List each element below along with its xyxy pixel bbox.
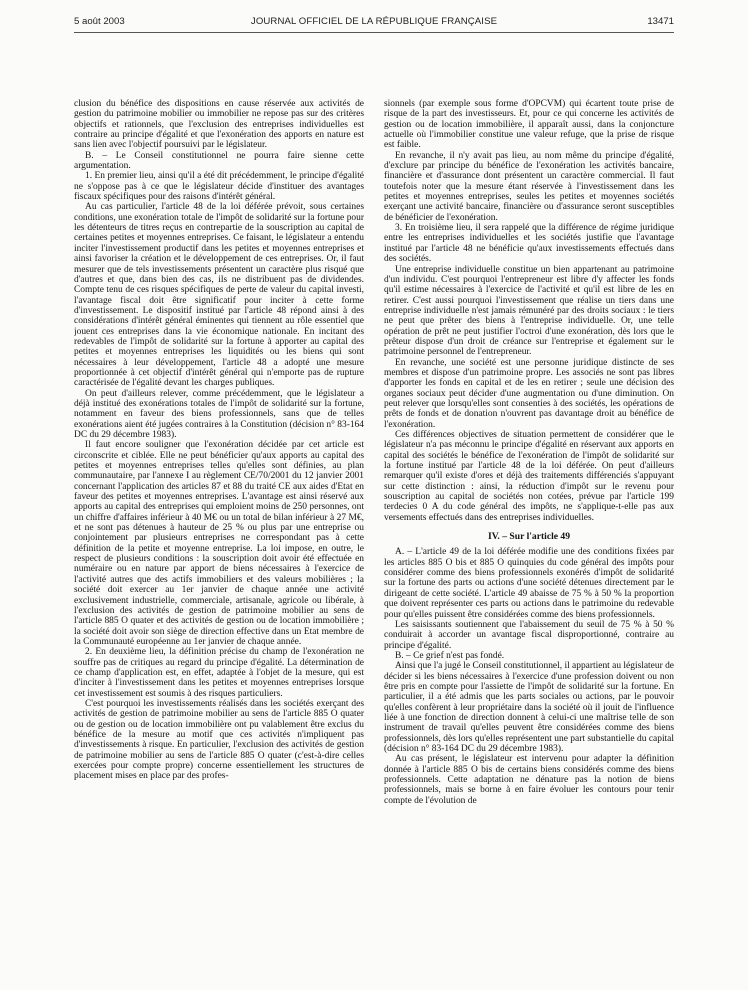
page-header (74, 13, 674, 29)
paragraph: Une entreprise individuelle constitue un bien appartenant au patrimoine d'un individu. C'est pourquoi l'entrepreneur est libre d'y affecter les fonds qu'il estime nécessaires à l'exercice de l'activité et qu'il est libre de les en retirer. C'est aussi pourquoi l'investissement que réalise un tiers dans une entreprise individuelle n'est jamais rémunéré par des droits sociaux : le tiers ne peut que prêter des biens à l'entreprise individuelle. Or, une telle opération de prêt ne peut justifier l'octroi d'une exonération, dès lors que le prêteur dispose d'un droit de créance sur l'entreprise et également sur le patrimoine personnel de l'entrepreneur. (384, 264, 674, 358)
paragraph: On peut d'ailleurs relever, comme précédemment, que le législateur a déjà institué des exonérations totales de l'impôt de solidarité sur la fortune, notamment en faveur des biens professionnels, sans que de telles exonérations aient été jugées contraires à la Constitution (décision n° 83-164 DC du 29 décembre 1983). (74, 388, 364, 440)
paragraph: C'est pourquoi les investissements réalisés dans les sociétés exerçant des activités de gestion de patrimoine mobilier au sens de l'article 885 O quater ou de gestion ou de location immobilière ont pu valablement être exclus du bénéfice de la mesure au motif que ces activités n'impliquent pas d'investissements à risque. En particulier, l'exclusion des activités de gestion de patrimoine mobilier au sens de l'article 885 O quater (c'est-à-dire celles exercées pour compte propre) concerne essentiellement les structures de placement mises en place par des profes- (74, 698, 364, 782)
header-title: JOURNAL OFFICIEL DE LA RÉPUBLIQUE FRANÇAISE (250, 16, 498, 27)
paragraph: Au cas particulier, l'article 48 de la loi déférée prévoit, sous certaines conditions, une exonération totale de l'impôt de solidarité sur la fortune pour les détenteurs de titres reçus en contrepartie de la souscription au capital de certaines petites et moyennes entreprises. Ce faisant, le législateur a entendu inciter l'investissement productif dans les petites et moyennes entreprises et ainsi favoriser la création et le développement de ces entreprises. Or, il faut mesurer que de tels investissements présentent un caractère plus risqué que d'autres et que, dans bien des cas, ils ne distribuent pas de dividendes. Compte tenu de ces risques spécifiques de perte de valeur du capital investi, l'avantage fiscal doit être significatif pour inciter à cette forme d'investissement. Le dispositif institué par l'article 48 répond ainsi à des considérations d'intérêt général éminentes qui tiennent au rôle essentiel que jouent ces entreprises dans la vie économique nationale. En incitant des redevables de l'impôt de solidarité sur la fortune à apporter au capital des petites et moyennes entreprises les liquidités ou les biens qui sont nécessaires à leur développement, l'article 48 a adopté une mesure proportionnée à cet objectif d'intérêt général qui n'emporte pas de rupture caractérisée de l'égalité devant les charges publiques. (74, 202, 364, 389)
paragraph: 3. En troisième lieu, il sera rappelé que la différence de régime juridique entre les entreprises individuelles et les sociétés justifie que l'avantage institué par l'article 48 ne bénéficie qu'aux investissements effectués dans des sociétés. (384, 223, 674, 265)
header-date: 5 août 2003 (74, 16, 125, 27)
right-column (384, 99, 674, 984)
paragraph: 1. En premier lieu, ainsi qu'il a été dit précédemment, le principe d'égalité ne s'oppose pas à ce que le législateur décide d'instituer des avantages fiscaux spécifiques pour des raisons d'intérêt général. (74, 171, 364, 203)
paragraph: B. – Le Conseil constitutionnel ne pourra faire sienne cette argumentation. (74, 150, 364, 172)
left-column (74, 99, 364, 984)
paragraph: Ainsi que l'a jugé le Conseil constitutionnel, il appartient au législateur de décider si les biens nécessaires à l'exercice d'une profession doivent ou non être pris en compte pour l'assiette de l'impôt de solidarité sur la fortune. En particulier, il a été admis que les parts sociales ou actions, par le pouvoir qu'elles confèrent à leur propriétaire dans la société où il jouit de l'influence liée à une fonction de direction donnent à celui-ci une maîtrise telle de son instrument de travail qu'elles peuvent être considérées comme des biens professionnels, dès lors qu'elles représentent une part substantielle du capital (décision n° 83-164 DC du 29 décembre 1983). (384, 661, 674, 754)
paragraph: Au cas présent, le législateur est intervenu pour adapter la définition donnée à l'article 885 O bis de certains biens considérés comme des biens professionnels. Cette adaptation ne dénature pas la notion de biens professionnels, mais se borne à en faire évoluer les contours pour tenir compte de l'évolution de (384, 754, 674, 806)
paragraph: 2. En deuxième lieu, la définition précise du champ de l'exonération ne souffre pas de critiques au regard du principe d'égalité. La détermination de ce champ d'application est, en effet, adaptée à l'objet de la mesure, qui est d'inciter à l'investissement dans les petites et moyennes entreprises lorsque cet investissement est soumis à des risques particuliers. (74, 647, 364, 699)
paragraph: Ces différences objectives de situation permettent de considérer que le législateur n'a pas méconnu le principe d'égalité en réservant aux apports en capital des sociétés le bénéfice de l'exonération de l'impôt de solidarité sur la fortune institué par l'article 48 de la loi déférée. On peut d'ailleurs remarquer qu'il existe d'ores et déjà des traitements différenciés s'appuyant sur cette distinction : ainsi, la réduction d'impôt sur le revenu pour souscription au capital de sociétés non cotées, prévue par l'article 199 terdecies 0 A du code général des impôts, ne s'applique-t-elle pas aux versements effectués dans des entreprises individuelles. (384, 430, 674, 523)
paragraph: Il faut encore souligner que l'exonération décidée par cet article est circonscrite et ciblée. Elle ne peut bénéficier qu'aux apports au capital des petites et moyennes entreprises telles qu'elles sont définies, au plan communautaire, par l'annexe I au règlement CE/70/2001 du 12 janvier 2001 concernant l'application des articles 87 et 88 du traité CE aux aides d'Etat en faveur des petites et moyennes entreprises. L'avantage est ainsi réservé aux apports au capital des entreprises qui emploient moins de 250 personnes, ont un chiffre d'affaires inférieur à 40 M€ ou un total de bilan inférieur à 27 M€, et ne sont pas détenues à hauteur de 25 % ou plus par une entreprise ou conjointement par plusieurs entreprises ne correspondant pas à cette définition de la petite et moyenne entreprise. La loi impose, en outre, le respect de plusieurs conditions : la souscription doit avoir été effectuée en numéraire ou en nature par apport de biens nécessaires à l'exercice de l'activité autres que des actifs immobiliers et des valeurs mobilières ; la société doit exercer au 1er janvier de chaque année une activité exclusivement industrielle, commerciale, artisanale, agricole ou libérale, à l'exclusion des activités de gestion de patrimoine mobilier au sens de l'article 885 O quater et des activités de gestion ou de location immobilière ; la société doit avoir son siège de direction effective dans un Etat membre de la Communauté européenne au 1er janvier de chaque année. (74, 440, 364, 647)
paragraph: En revanche, une société est une personne juridique distincte de ses membres et dispose d'un patrimoine propre. Les associés ne sont pas libres d'apporter les fonds en capital et de les en retirer ; seule une décision des organes sociaux peut décider d'une augmentation ou d'une diminution. On peut relever que lorsqu'elles sont consenties à des sociétés, les opérations de prêts de fonds et de donation n'ouvrent pas davantage droit au bénéfice de l'exonération. (384, 357, 674, 430)
paragraph: Les saisissants soutiennent que l'abaissement du seuil de 75 % à 50 % conduirait à accorder un avantage fiscal disproportionné, contraire au principe d'égalité. (384, 619, 674, 651)
page-number: 13471 (647, 16, 674, 27)
paragraph: sionnels (par exemple sous forme d'OPCVM) qui écartent toute prise de risque de la part des investisseurs. Et, pour ce qui concerne les activités de gestion ou de location immobilière, il apparaît aussi, dans la conjoncture actuelle où l'immobilier constitue une valeur refuge, que la prise de risque est faible. (384, 99, 674, 151)
paragraph: B. – Ce grief n'est pas fondé. (395, 650, 505, 661)
section-heading: IV. – Sur l'article 49 (488, 531, 570, 543)
paragraph: clusion du bénéfice des dispositions en cause réservée aux activités de gestion du patrimoine mobilier ou immobilier ne repose pas sur des critères objectifs et rationnels, que l'exclusion des entreprises individuelles est contraire au principe d'égalité et que l'exonération des apports en nature est sans lien avec l'objectif poursuivi par le législateur. (74, 99, 364, 151)
paragraph: En revanche, il n'y avait pas lieu, au nom même du principe d'égalité, d'exclure par principe du bénéfice de l'exonération les activités bancaire, financière et d'assurance dont présentent un caractère commercial. Il faut toutefois noter que la mesure étant réservée à l'investissement dans les petites et moyennes entreprises, seules les petites et moyennes sociétés exerçant une activité bancaire, financière ou d'assurance seront susceptibles de bénéficier de l'exonération. (384, 150, 674, 223)
paragraph: A. – L'article 49 de la loi déférée modifie une des conditions fixées par les articles 885 O bis et 885 O quinquies du code général des impôts pour considérer comme des biens professionnels exonérés d'impôt de solidarité sur la fortune des parts ou actions d'une société détenues directement par le dirigeant de cette société. L'article 49 abaisse de 75 % à 50 % la proportion que doivent représenter ces parts ou actions dans le patrimoine du redevable pour qu'elles puissent être considérées comme des biens professionnels. (384, 547, 674, 620)
header-rule (74, 32, 674, 33)
